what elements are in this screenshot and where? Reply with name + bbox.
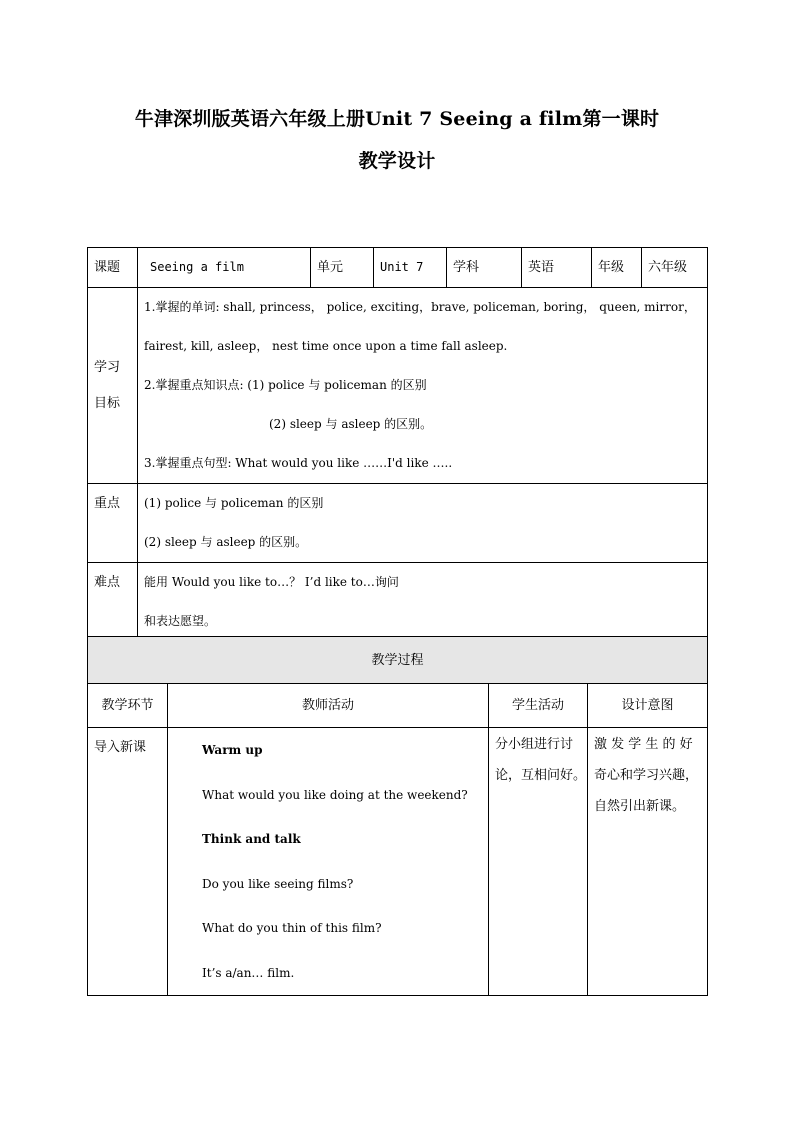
key-point-line: (1) police 与 policeman 的区别 <box>144 496 324 510</box>
col-header-intent: 设计意图 <box>588 684 708 728</box>
document-title: 牛津深圳版英语六年级上册Unit 7 Seeing a film第一课时 <box>134 108 660 130</box>
objectives-label-line: 目标 <box>94 395 121 411</box>
difficulty-line: 能用 Would you like to…？ I’d like to…询问 <box>144 575 399 589</box>
teacher-activity-line: It’s a/an… film. <box>202 965 295 980</box>
difficulties-content <box>138 563 708 642</box>
teacher-activity-line: Think and talk <box>202 832 301 846</box>
student-activity-cell <box>489 728 588 996</box>
course-value: Seeing a film <box>138 248 311 288</box>
subject-label: 学科 <box>447 248 522 288</box>
key-points-label: 重点 <box>88 484 138 563</box>
stage-cell: 导入新课 <box>88 728 168 996</box>
teacher-activity-line: Do you like seeing films? <box>202 876 354 891</box>
unit-value: Unit 7 <box>374 248 447 288</box>
objective-line: fairest, kill, asleep， nest time once upon a time fall asleep. <box>144 339 508 353</box>
col-header-student: 学生活动 <box>489 684 588 728</box>
objective-line: (2) sleep 与 asleep 的区别。 <box>269 417 433 431</box>
difficulties-label: 难点 <box>88 563 138 642</box>
col-header-teacher: 教师活动 <box>168 684 489 728</box>
grade-label: 年级 <box>592 248 642 288</box>
unit-label: 单元 <box>311 248 374 288</box>
student-activity-line: 论，互相问好。 <box>495 768 587 783</box>
course-label: 课题 <box>88 248 138 288</box>
difficulty-line: 和表达愿望。 <box>144 614 217 628</box>
objective-line: 1.掌握的单词: shall, princess， police, exciting，brave, policeman, boring， queen, mirror， <box>144 300 696 314</box>
process-section-header: 教学过程 <box>88 637 708 684</box>
grade-value: 六年级 <box>642 248 708 288</box>
teacher-activity-line: Warm up <box>202 743 263 757</box>
col-header-stage: 教学环节 <box>88 684 168 728</box>
info-table <box>87 247 708 642</box>
objectives-label <box>88 288 138 484</box>
teacher-activity-cell <box>168 728 489 996</box>
teacher-activity-line: What do you thin of this film? <box>202 921 382 935</box>
objectives-content <box>138 288 708 484</box>
subject-value: 英语 <box>522 248 592 288</box>
objective-line: 2.掌握重点知识点: (1) police 与 policeman 的区别 <box>144 378 427 392</box>
design-intent-line: 奇心和学习兴趣， <box>594 768 699 783</box>
design-intent-cell <box>588 728 708 996</box>
design-intent-line: 自然引出新课。 <box>594 799 686 814</box>
objective-line: 3.掌握重点句型: What would you like ……I'd like ….. <box>144 456 453 470</box>
design-intent-line: 激 发 学 生 的 好 <box>594 737 693 752</box>
process-table <box>87 636 708 996</box>
key-points-content <box>138 484 708 563</box>
student-activity-line: 分小组进行讨 <box>495 737 574 752</box>
key-point-line: (2) sleep 与 asleep 的区别。 <box>144 535 308 549</box>
objectives-label-line: 学习 <box>94 359 121 375</box>
document-subtitle: 教学设计 <box>358 150 436 172</box>
teacher-activity-line: What would you like doing at the weekend? <box>202 787 468 802</box>
